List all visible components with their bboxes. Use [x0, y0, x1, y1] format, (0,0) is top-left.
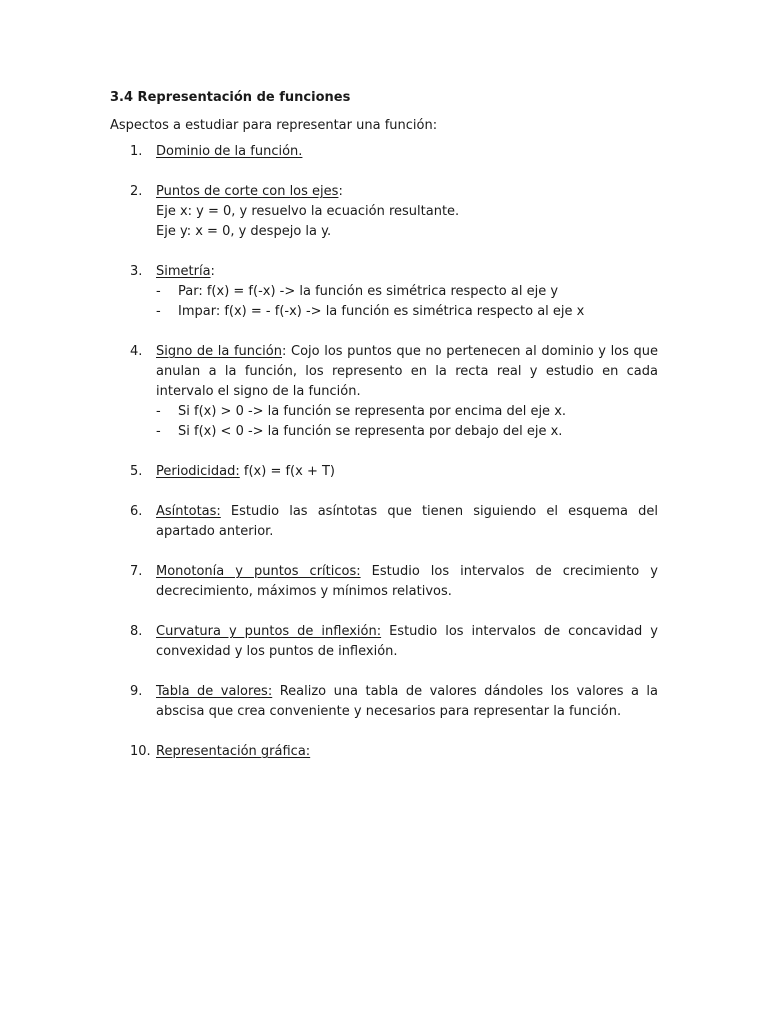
item-number: 4. [130, 344, 143, 359]
bullet-item [156, 422, 658, 442]
item-term: Asíntotas: [156, 504, 221, 519]
bullet-item [156, 302, 658, 322]
item-subline: Eje x: y = 0, y resuelvo la ecuación resultante. [156, 204, 460, 219]
item-text: f(x) = f(x + T) [239, 464, 335, 479]
item-text: : Cojo los puntos que no pertenecen al dominio y los que anulan a la función, los represento en la recta real y estudio en cada intervalo el signo de la función. [156, 344, 659, 399]
item-term: Curvatura y puntos de inflexión: [156, 624, 382, 639]
bullet-text: Si f(x) > 0 -> la función se representa por encima del eje x. [178, 404, 567, 419]
item-text: : [338, 184, 343, 199]
list-item [110, 182, 658, 242]
document-page [110, 88, 658, 782]
item-number: 10. [130, 744, 151, 759]
item-text: Estudio los intervalos de concavidad y convexidad y los puntos de inflexión. [156, 624, 658, 659]
bullet-mark: - [156, 424, 161, 439]
bullet-item [156, 282, 658, 302]
aspects-list [110, 142, 658, 762]
item-text: Realizo una tabla de valores dándoles los valores a la abscisa que crea conveniente y necesarios para representar la función. [156, 684, 658, 719]
bullet-item [156, 402, 658, 422]
list-item [110, 462, 658, 482]
item-number: 7. [130, 564, 143, 579]
item-term: Dominio de la función. [156, 144, 303, 159]
item-body [156, 342, 658, 442]
item-body [156, 682, 658, 722]
bullet-text: Par: f(x) = f(-x) -> la función es simétrica respecto al eje y [178, 284, 559, 299]
item-number: 2. [130, 184, 143, 199]
list-item [110, 622, 658, 662]
item-text: Estudio los intervalos de crecimiento y decrecimiento, máximos y mínimos relativos. [156, 564, 658, 599]
list-item [110, 742, 658, 762]
bullet-text: Impar: f(x) = - f(-x) -> la función es simétrica respecto al eje x [178, 304, 585, 319]
item-term: Representación gráfica: [156, 744, 311, 759]
list-item [110, 502, 658, 542]
item-text: Estudio las asíntotas que tienen siguiendo el esquema del apartado anterior. [156, 504, 658, 539]
bullet-mark: - [156, 304, 161, 319]
item-number: 9. [130, 684, 143, 699]
item-body [156, 462, 658, 482]
item-term: Periodicidad: [156, 464, 240, 479]
item-term: Tabla de valores: [156, 684, 273, 699]
item-body [156, 622, 658, 662]
list-item [110, 342, 658, 442]
item-body [156, 262, 658, 322]
bullet-text: Si f(x) < 0 -> la función se representa por debajo del eje x. [178, 424, 563, 439]
list-item [110, 262, 658, 322]
bullet-mark: - [156, 284, 161, 299]
item-body [156, 562, 658, 602]
item-body [156, 142, 658, 162]
item-body [156, 502, 658, 542]
list-item [110, 562, 658, 602]
item-term: Monotonía y puntos críticos: [156, 564, 361, 579]
bullet-mark: - [156, 404, 161, 419]
item-body [156, 742, 658, 762]
item-body [156, 182, 658, 242]
list-item [110, 142, 658, 162]
section-intro: Aspectos a estudiar para representar una función: [110, 118, 438, 133]
item-term: Puntos de corte con los ejes [156, 184, 339, 199]
item-text: : [210, 264, 215, 279]
item-term: Simetría [156, 264, 211, 279]
item-number: 1. [130, 144, 143, 159]
item-number: 5. [130, 464, 143, 479]
item-number: 3. [130, 264, 143, 279]
item-term: Signo de la función [156, 344, 282, 359]
item-subline: Eje y: x = 0, y despejo la y. [156, 224, 332, 239]
list-item [110, 682, 658, 722]
item-number: 8. [130, 624, 143, 639]
section-title: 3.4 Representación de funciones [110, 90, 351, 105]
item-number: 6. [130, 504, 143, 519]
